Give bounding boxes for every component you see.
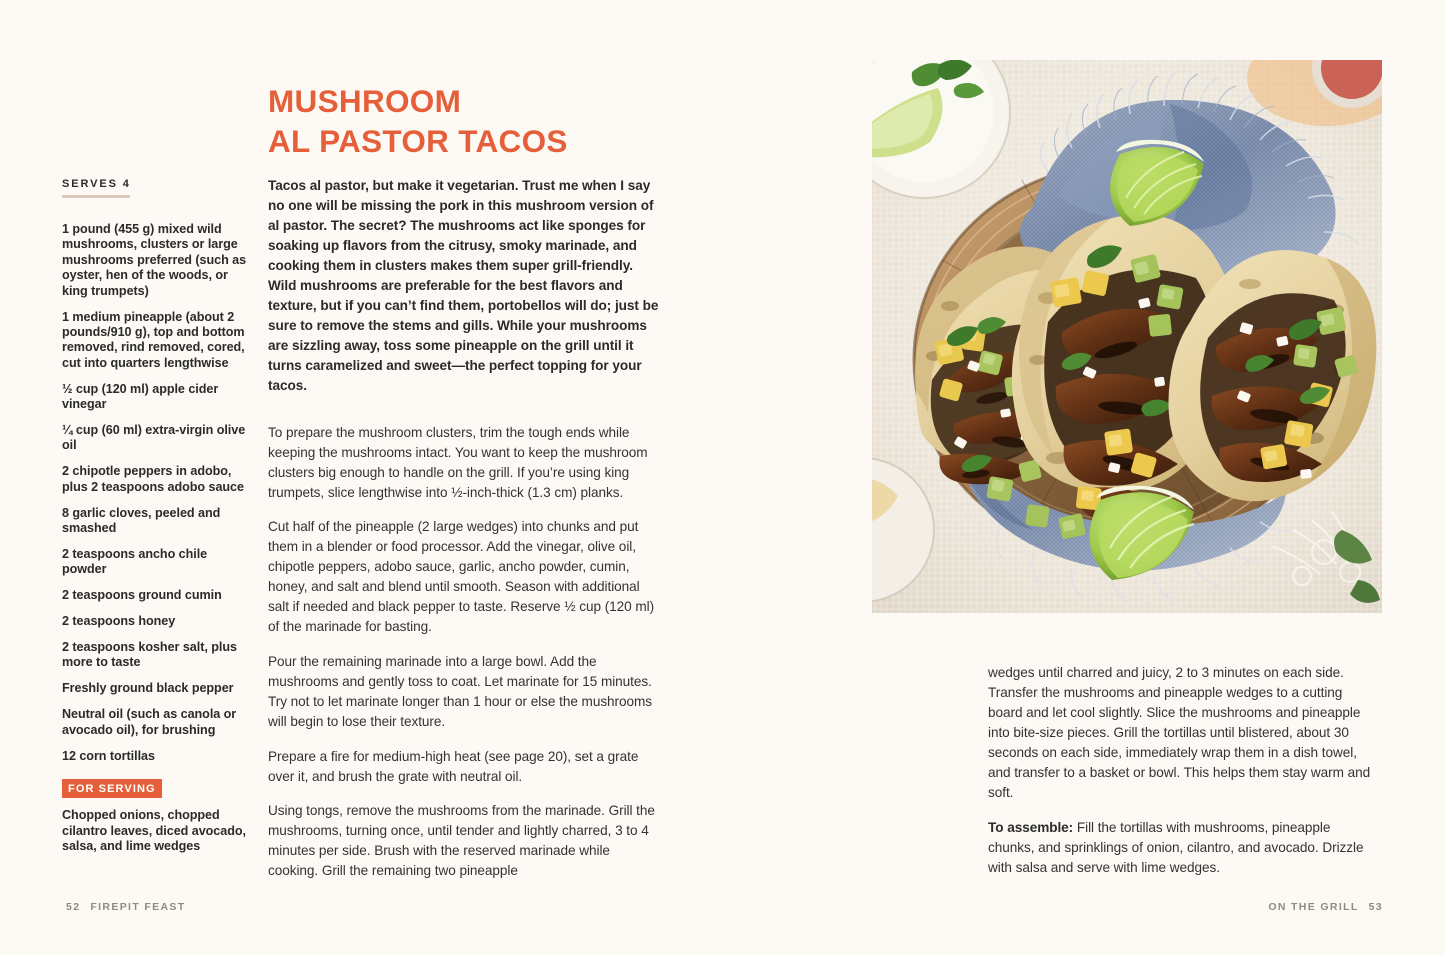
recipe-step: wedges until charred and juicy, 2 to 3 minutes on each side. Transfer the mushrooms and pineapple wedges to a cutting board and let cool slightly. Slice the mushrooms and pineapple into bite-size pieces. Grill the tortillas until blistered, about 30 seconds on each side, immediately wrap them in a dish towel, and transfer to a basket or bowl. This helps them stay warm and soft. — [988, 665, 1371, 801]
ingredient-item: Neutral oil (such as canola or avocado oil), for brushing — [62, 707, 237, 737]
recipe-step: Using tongs, remove the mushrooms from the marinade. Grill the mushrooms, turning once, until tender and lightly charred, 3 to 4 minutes per side. Brush with the reserved marinade while cooking. Grill the remaining two pineapple — [268, 803, 655, 879]
serves-label: SERVES 4 — [62, 178, 131, 190]
ingredient-item: 1 medium pineapple (about 2 pounds/910 g), top and bottom removed, rind removed, cored, cut into quarters lengthwise — [62, 309, 245, 370]
ingredient-item: 8 garlic cloves, peeled and smashed — [62, 505, 221, 535]
footer-right — [1268, 901, 1383, 913]
recipe-body-right — [988, 663, 1380, 892]
assemble-text: Fill the tortillas with mushrooms, pineapple chunks, and sprinklings of onion, cilantro, and avocado. Drizzle with salsa and serve with lime wedges. — [988, 819, 1364, 875]
recipe-body-left — [268, 176, 662, 896]
recipe-title-line-2: AL PASTOR TACOS — [268, 123, 568, 160]
assemble-paragraph — [988, 818, 1380, 878]
left-page — [0, 0, 722, 955]
headnote-paragraph: Tacos al pastor, but make it vegetarian. Trust me when I say no one will be missing the pork in this mushroom version of al pastor. The secret? The mushrooms act like sponges for soaking up flavors from the citrusy, smoky marinade, and cooking them in clusters makes them super grill-friendly. Wild mushrooms are preferable for the best flavors and texture, but if you can’t find them, portobellos will do; just be sure to remove the stems and gills. While your mushrooms are sizzling away, toss some pineapple on the grill until it turns caramelized and sweet—the perfect topping for your tacos. — [268, 178, 659, 394]
for-serving-items: Chopped onions, chopped cilantro leaves, diced avocado, salsa, and lime wedges — [62, 808, 246, 854]
footer-left — [66, 901, 186, 913]
ingredient-item: 1 pound (455 g) mixed wild mushrooms, clusters or large mushrooms preferred (such as oyster, hen of the woods, or king trumpets) — [62, 222, 247, 298]
for-serving-badge: FOR SERVING — [62, 779, 162, 798]
ingredient-item: 2 teaspoons ancho chile powder — [62, 546, 208, 577]
ingredient-item: Freshly ground black pepper — [62, 681, 234, 696]
serves-divider — [62, 195, 130, 198]
recipe-step: Pour the remaining marinade into a large bowl. Add the mushrooms and gently toss to coat. Let marinate for 15 minutes. Try not to let marinate longer than 1 hour or else the mushrooms will begin to lose their texture. — [268, 653, 653, 730]
right-page-number: 53 — [1368, 901, 1383, 913]
ingredient-item: 2 chipotle peppers in adobo, plus 2 teaspoons adobo sauce — [62, 464, 244, 494]
ingredient-item: 2 teaspoons kosher salt, plus more to taste — [62, 640, 237, 670]
section-title: ON THE GRILL — [1268, 901, 1359, 913]
recipe-step: Cut half of the pineapple (2 large wedges) into chunks and put them in a blender or food processor. Add the vinegar, olive oil, chipotle peppers, adobo sauce, garlic, ancho powder, cumin, honey, and salt and blend until smooth. Season with additional salt if needed and black pepper to taste. Reserve ½ cup (120 ml) of the marinade for basting. — [268, 519, 655, 635]
page-title — [268, 81, 688, 161]
recipe-title-line-1: MUSHROOM — [268, 83, 462, 120]
ingredient-item: 2 teaspoons ground cumin — [62, 588, 222, 603]
ingredient-item: 12 corn tortillas — [62, 748, 155, 763]
ingredients-list — [62, 222, 248, 865]
ingredient-item: ½ cup (120 ml) apple cider vinegar — [62, 381, 219, 412]
left-page-number: 52 — [66, 901, 81, 913]
assemble-lead: To assemble: — [988, 819, 1074, 835]
steps-left-container — [268, 423, 662, 882]
book-title: FIREPIT FEAST — [90, 901, 186, 913]
recipe-step: Prepare a fire for medium-high heat (see page 20), set a grate over it, and brush the grate with neutral oil. — [268, 748, 639, 784]
serves-block — [62, 178, 247, 198]
recipe-photo — [872, 60, 1382, 613]
right-page — [722, 0, 1445, 955]
recipe-step: To prepare the mushroom clusters, trim the tough ends while keeping the mushrooms intact. You want to keep the mushroom clusters big enough to handle on the grill. If you’re using king trumpets, slice lengthwise into ½-inch-thick (1.3 cm) planks. — [268, 424, 648, 500]
recipe-photo-illustration — [872, 60, 1382, 613]
ingredient-item: ¼ cup (60 ml) extra-virgin olive oil — [62, 422, 246, 453]
ingredient-item: 2 teaspoons honey — [62, 614, 176, 629]
steps-right-container — [988, 663, 1380, 803]
